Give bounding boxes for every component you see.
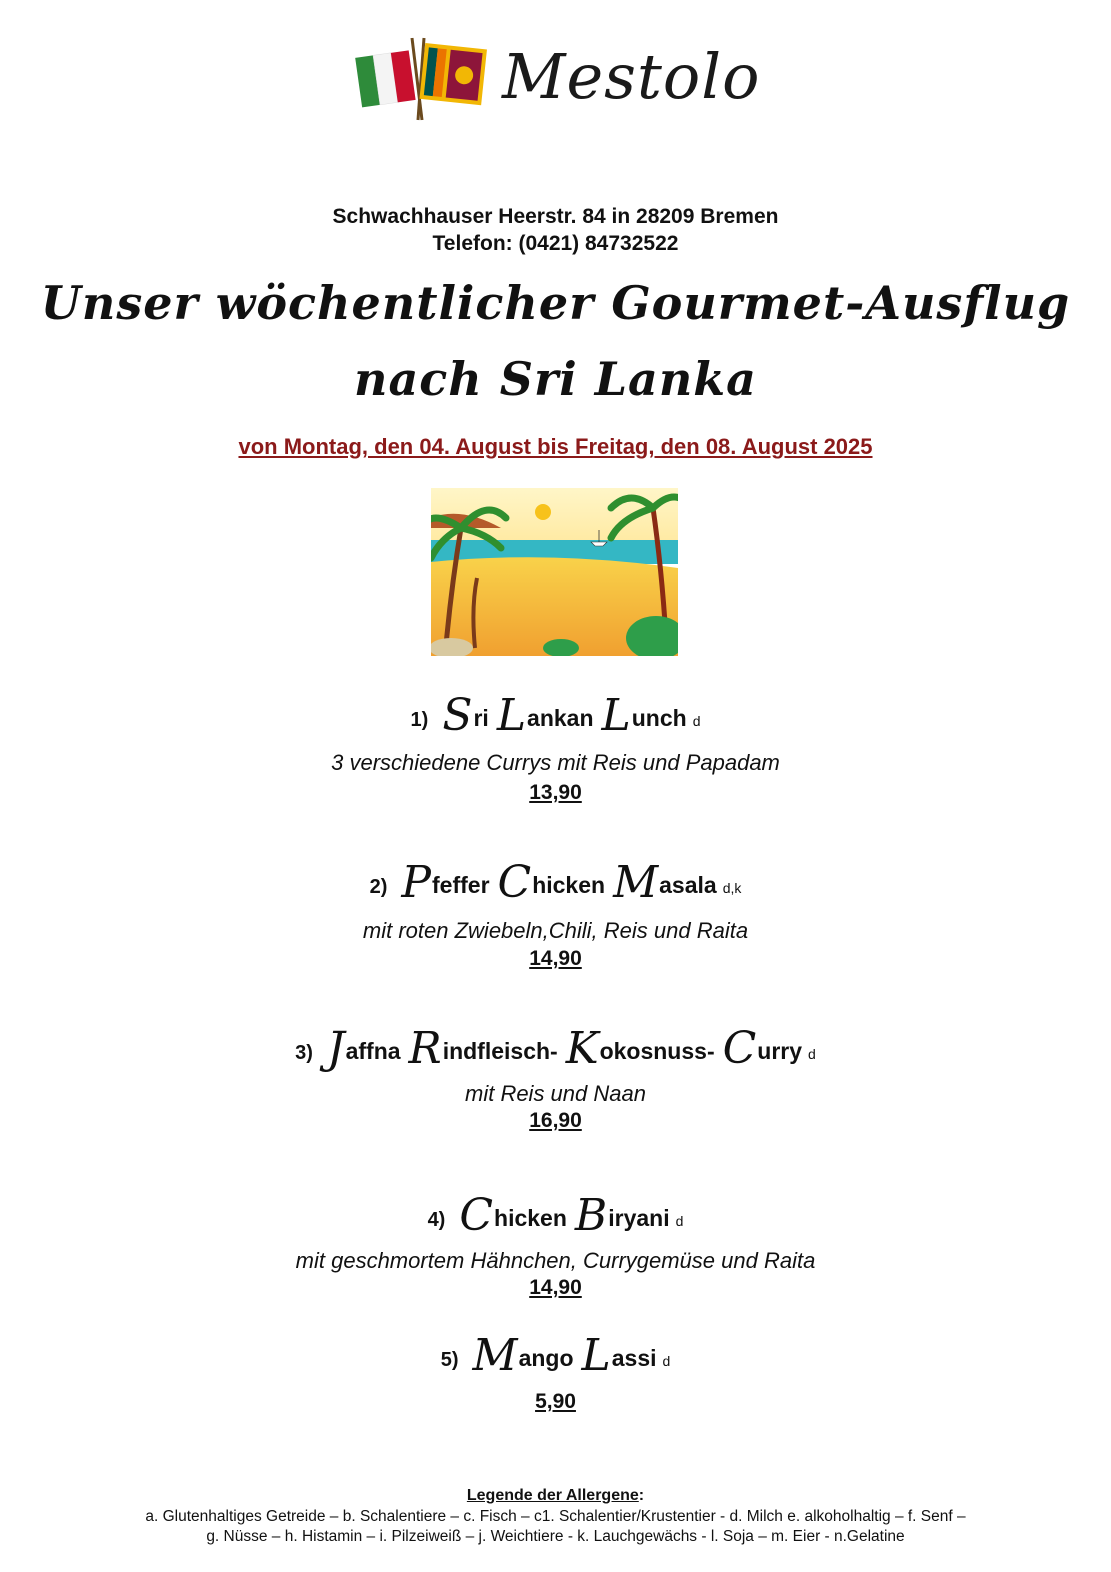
page-title-line-1: Unser wöchentlicher Gourmet-Ausflug bbox=[40, 276, 1071, 330]
menu-item-number: 4) bbox=[427, 1209, 446, 1231]
menu-item-3-price: 16,90 bbox=[529, 1109, 582, 1132]
ornate-initial: K bbox=[565, 1023, 599, 1074]
dish-word: okosnuss- bbox=[599, 1038, 715, 1064]
menu-item-2-price: 14,90 bbox=[529, 947, 582, 970]
allergen-legend-line-1: a. Glutenhaltiges Getreide – b. Schalentiere – c. Fisch – c1. Schalentier/Krustentier - d. Milch e. alkoholhaltig – f. Senf – bbox=[145, 1508, 966, 1525]
allergen-codes: d bbox=[662, 1353, 671, 1369]
ornate-initial: J bbox=[326, 1023, 345, 1074]
ornate-initial: C bbox=[497, 857, 532, 908]
menu-item-1-title bbox=[0, 690, 1111, 741]
allergen-codes: d bbox=[675, 1213, 684, 1229]
menu-item-2-description: mit roten Zwiebeln,Chili, Reis und Raita bbox=[362, 918, 749, 943]
menu-item-5-title bbox=[0, 1330, 1111, 1381]
dish-word: iryani bbox=[608, 1205, 670, 1231]
menu-item-4-description: mit geschmortem Hähnchen, Currygemüse und Raita bbox=[295, 1248, 816, 1273]
dish-word: ri bbox=[473, 705, 489, 731]
menu-item-3-title bbox=[0, 1023, 1111, 1074]
ornate-initial: M bbox=[613, 857, 659, 908]
allergen-codes: d bbox=[808, 1046, 816, 1062]
dish-word: unch bbox=[631, 705, 687, 731]
dish-word: feffer bbox=[432, 872, 490, 898]
allergen-legend-line-2: g. Nüsse – h. Histamin – i. Pilzeiweiß – j. Weichtiere - k. Lauchgewächs - l. Soja – m. Eier - n.Gelatine bbox=[206, 1528, 905, 1545]
page-title-line-2: nach Sri Lanka bbox=[354, 352, 757, 406]
menu-item-4-title bbox=[0, 1190, 1111, 1241]
ornate-initial: M bbox=[472, 1330, 518, 1381]
ornate-initial: S bbox=[442, 690, 473, 741]
dish-word: hicken bbox=[532, 872, 606, 898]
allergen-codes: d bbox=[692, 713, 701, 729]
dish-word: assi bbox=[611, 1345, 657, 1371]
brand-name: Mestolo bbox=[502, 40, 761, 113]
dish-word: asala bbox=[659, 872, 717, 898]
restaurant-logo bbox=[352, 36, 761, 122]
menu-item-1-description: 3 verschiedene Currys mit Reis und Papadam bbox=[331, 750, 780, 775]
ornate-initial: L bbox=[601, 690, 631, 741]
ornate-initial: C bbox=[722, 1023, 757, 1074]
legend-heading: Legende der Allergene bbox=[466, 1487, 639, 1504]
dish-word: urry bbox=[757, 1038, 803, 1064]
beach-illustration bbox=[431, 488, 678, 656]
menu-item-number: 3) bbox=[295, 1042, 313, 1064]
date-range: von Montag, den 04. August bis Freitag, den 08. August 2025 bbox=[238, 434, 873, 459]
menu-item-1-price: 13,90 bbox=[529, 781, 582, 804]
phone-text: Telefon: (0421) 84732522 bbox=[432, 232, 679, 255]
dish-word: ango bbox=[518, 1345, 574, 1371]
ornate-initial: C bbox=[459, 1190, 494, 1241]
dish-word: indfleisch- bbox=[442, 1038, 558, 1064]
ornate-initial: B bbox=[574, 1190, 608, 1241]
menu-item-2-title bbox=[0, 857, 1111, 908]
dish-word: affna bbox=[345, 1038, 401, 1064]
ornate-initial: L bbox=[581, 1330, 611, 1381]
allergen-legend-title: Legende der Allergene: bbox=[466, 1487, 645, 1504]
ornate-initial: R bbox=[408, 1023, 442, 1074]
menu-item-3-description: mit Reis und Naan bbox=[465, 1081, 646, 1106]
menu-item-number: 2) bbox=[369, 876, 388, 898]
allergen-codes: d,k bbox=[722, 880, 742, 896]
address-text: Schwachhauser Heerstr. 84 in 28209 Bremen bbox=[332, 205, 779, 228]
dish-word: hicken bbox=[494, 1205, 567, 1231]
menu-item-5-price: 5,90 bbox=[535, 1390, 576, 1413]
italy-srilanka-flags-icon bbox=[352, 36, 492, 122]
menu-item-number: 1) bbox=[410, 709, 429, 731]
ornate-initial: P bbox=[401, 857, 432, 908]
menu-item-4-price: 14,90 bbox=[529, 1276, 582, 1299]
ornate-initial: L bbox=[496, 690, 527, 741]
dish-word: ankan bbox=[527, 705, 594, 731]
menu-item-number: 5) bbox=[440, 1349, 459, 1371]
